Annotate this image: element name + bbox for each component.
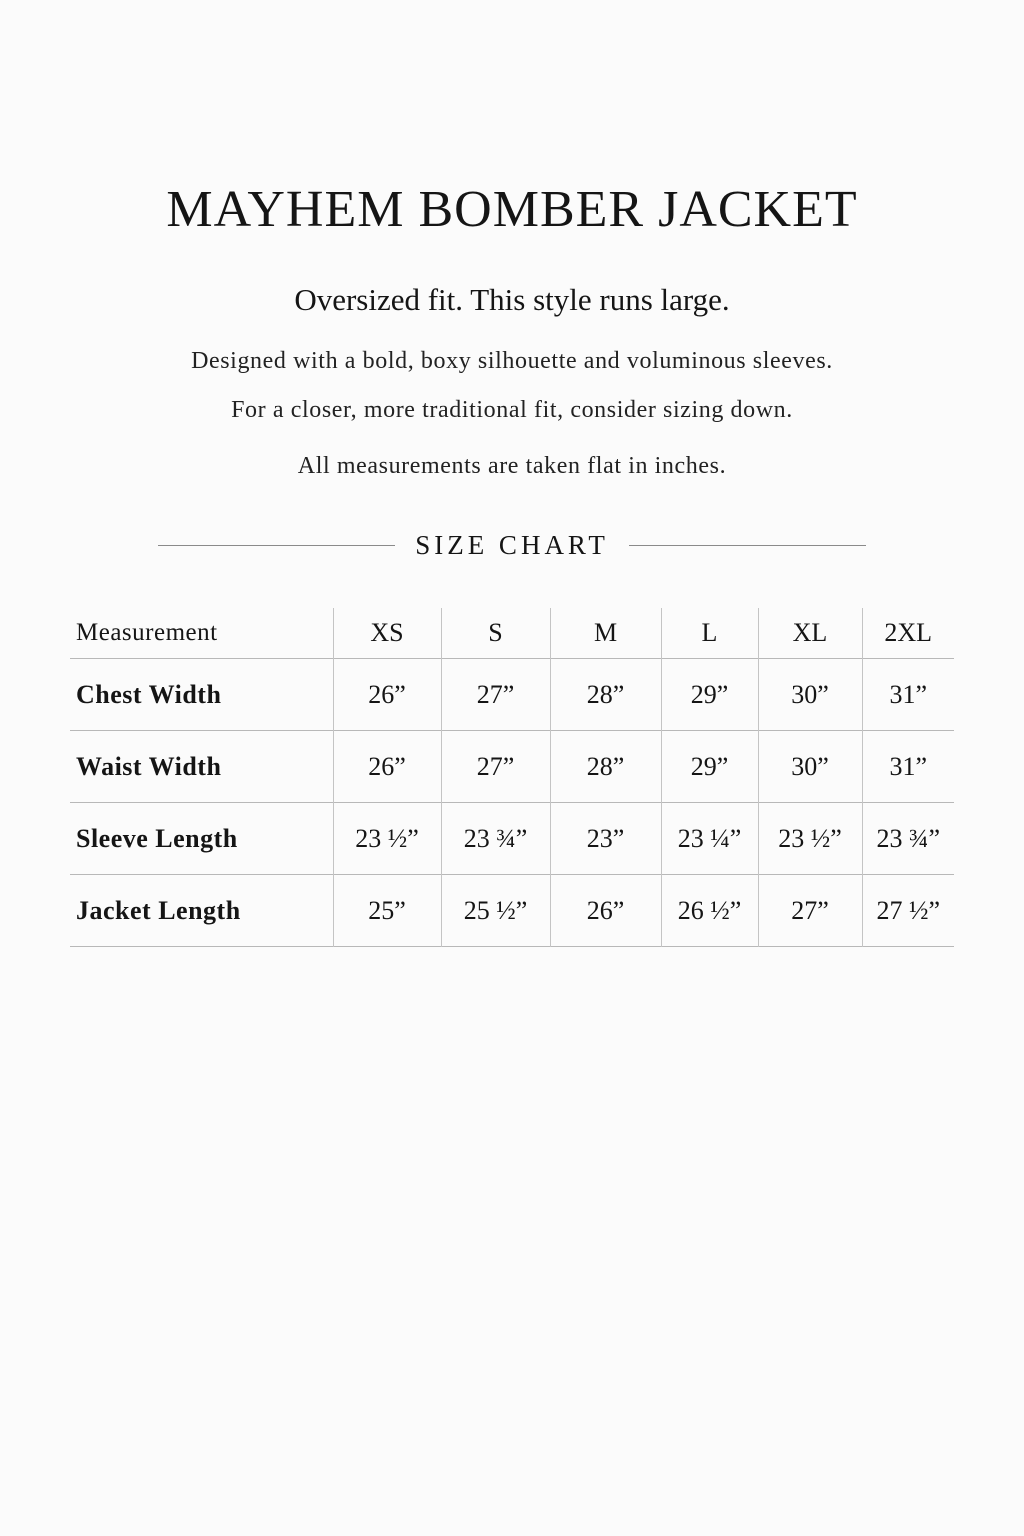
description-line: All measurements are taken flat in inches. (297, 453, 727, 479)
table-cell: 30” (758, 659, 862, 731)
table-cell: 28” (550, 731, 661, 803)
table-cell: 27 ½” (862, 875, 954, 947)
column-header: L (661, 608, 758, 659)
table-cell: 23 ¾” (862, 803, 954, 875)
table-cell: 26” (333, 659, 441, 731)
table-cell: 26” (333, 731, 441, 803)
table-cell: 23 ¼” (661, 803, 758, 875)
table-row (70, 659, 954, 731)
table-cell: 30” (758, 731, 862, 803)
size-chart-table (70, 608, 954, 947)
column-header: Measurement (76, 619, 218, 646)
row-label: Waist Width (76, 751, 222, 781)
table-cell: 29” (661, 731, 758, 803)
table-cell: 29” (661, 659, 758, 731)
table-header-row (70, 608, 954, 659)
table-cell: 31” (862, 731, 954, 803)
table-cell: 27” (441, 659, 550, 731)
table-cell: 27” (441, 731, 550, 803)
column-header: M (550, 608, 661, 659)
table-cell: 26 ½” (661, 875, 758, 947)
table-cell: 25 ½” (441, 875, 550, 947)
page-title: MAYHEM BOMBER JACKET (166, 181, 858, 238)
section-heading (158, 525, 866, 565)
table-row (70, 731, 954, 803)
row-label: Sleeve Length (76, 823, 238, 853)
table-cell: 27” (758, 875, 862, 947)
table-cell: 23 ½” (758, 803, 862, 875)
column-header: 2XL (862, 608, 954, 659)
divider (629, 545, 866, 546)
description-line: Designed with a bold, boxy silhouette and voluminous sleeves. (191, 348, 833, 374)
table-row (70, 875, 954, 947)
section-label: SIZE CHART (415, 529, 609, 560)
table-cell: 25” (333, 875, 441, 947)
description-line: For a closer, more traditional fit, consider sizing down. (231, 397, 793, 423)
table-cell: 23” (550, 803, 661, 875)
fit-subtitle: Oversized fit. This style runs large. (294, 282, 730, 317)
table-cell: 23 ¾” (441, 803, 550, 875)
column-header: XL (758, 608, 862, 659)
column-header: XS (333, 608, 441, 659)
table-cell: 31” (862, 659, 954, 731)
table-cell: 26” (550, 875, 661, 947)
table-row (70, 803, 954, 875)
table-cell: 23 ½” (333, 803, 441, 875)
column-header: S (441, 608, 550, 659)
table-cell: 28” (550, 659, 661, 731)
row-label: Jacket Length (76, 895, 241, 925)
divider (158, 545, 395, 546)
row-label: Chest Width (76, 679, 222, 709)
